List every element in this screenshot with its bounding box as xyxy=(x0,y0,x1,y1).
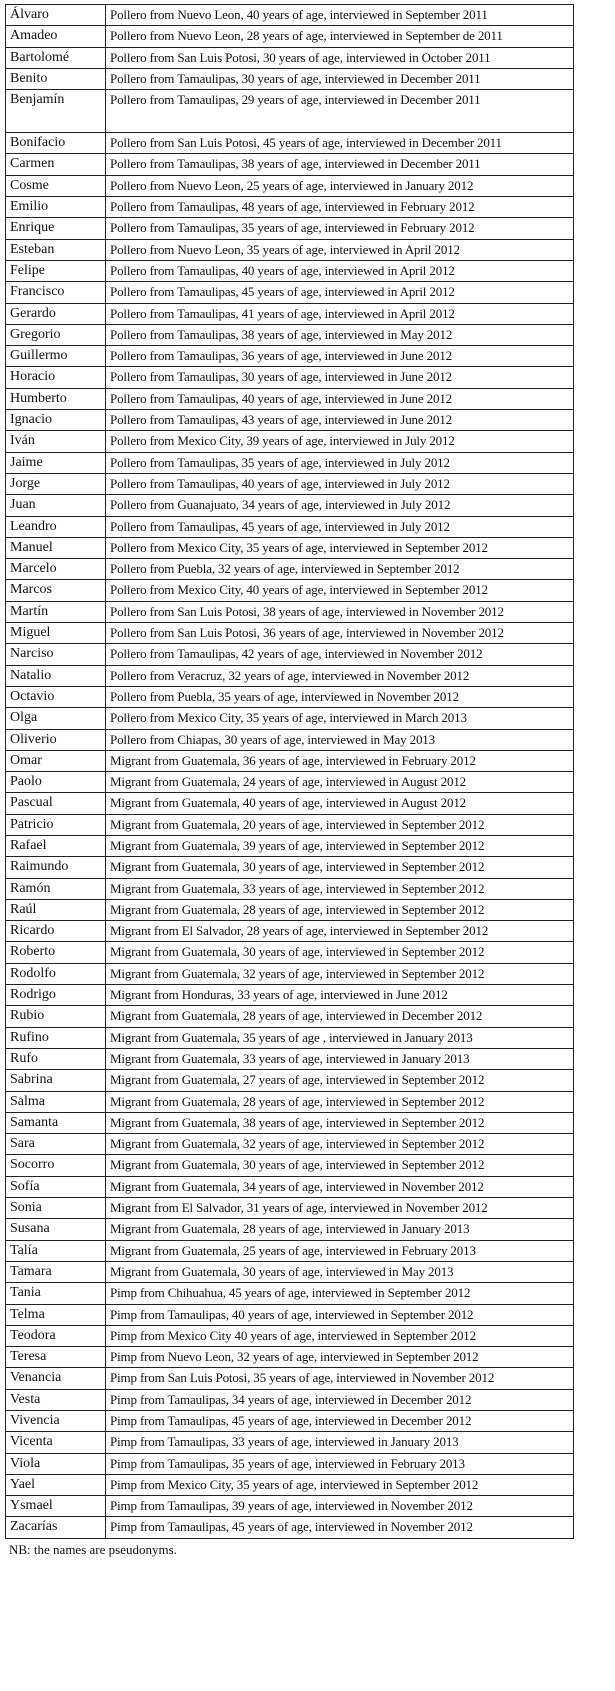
table-row xyxy=(6,814,574,835)
pseudonym-cell: Natalio xyxy=(6,665,106,686)
description-cell: Pimp from Tamaulipas, 45 years of age, interviewed in December 2012 xyxy=(106,1411,574,1432)
pseudonym-cell: Horacio xyxy=(6,367,106,388)
table-row xyxy=(6,1027,574,1048)
pseudonym-cell: Teodora xyxy=(6,1325,106,1346)
table-row xyxy=(6,367,574,388)
table-row xyxy=(6,772,574,793)
table-row xyxy=(6,559,574,580)
description-cell: Pollero from Mexico City, 35 years of age, interviewed in March 2013 xyxy=(106,708,574,729)
pseudonym-cell: Ramón xyxy=(6,878,106,899)
pseudonym-cell: Bartolomé xyxy=(6,47,106,68)
description-cell: Migrant from Guatemala, 28 years of age, interviewed in September 2012 xyxy=(106,899,574,920)
pseudonym-cell: Octavio xyxy=(6,686,106,707)
table-row xyxy=(6,985,574,1006)
description-cell: Pollero from Tamaulipas, 40 years of age, interviewed in July 2012 xyxy=(106,473,574,494)
pseudonym-cell: Patricio xyxy=(6,814,106,835)
description-cell: Pollero from Mexico City, 40 years of age, interviewed in September 2012 xyxy=(106,580,574,601)
table-row xyxy=(6,5,574,26)
pseudonym-cell: Rufo xyxy=(6,1048,106,1069)
description-cell: Pollero from Tamaulipas, 40 years of age, interviewed in April 2012 xyxy=(106,260,574,281)
table-row xyxy=(6,878,574,899)
table-row xyxy=(6,473,574,494)
pseudonym-cell: Amadeo xyxy=(6,26,106,47)
interviewee-table-body xyxy=(6,5,574,1539)
table-row xyxy=(6,1134,574,1155)
description-cell: Migrant from Guatemala, 34 years of age, interviewed in November 2012 xyxy=(106,1176,574,1197)
table-row xyxy=(6,644,574,665)
pseudonym-cell: Enrique xyxy=(6,218,106,239)
description-cell: Pollero from Puebla, 35 years of age, interviewed in November 2012 xyxy=(106,686,574,707)
pseudonym-cell: Felipe xyxy=(6,260,106,281)
table-row xyxy=(6,1112,574,1133)
table-row xyxy=(6,388,574,409)
table-row xyxy=(6,1474,574,1495)
description-cell: Migrant from Guatemala, 30 years of age, interviewed in September 2012 xyxy=(106,1155,574,1176)
description-cell: Pimp from Tamaulipas, 34 years of age, interviewed in December 2012 xyxy=(106,1389,574,1410)
description-cell: Pollero from Tamaulipas, 48 years of age, interviewed in February 2012 xyxy=(106,197,574,218)
pseudonym-cell: Cosme xyxy=(6,175,106,196)
table-row xyxy=(6,452,574,473)
description-cell: Pollero from Veracruz, 32 years of age, interviewed in November 2012 xyxy=(106,665,574,686)
description-cell: Pollero from Guanajuato, 34 years of age, interviewed in July 2012 xyxy=(106,495,574,516)
table-row xyxy=(6,580,574,601)
description-cell: Migrant from Guatemala, 33 years of age, interviewed in January 2013 xyxy=(106,1048,574,1069)
pseudonym-cell: Álvaro xyxy=(6,5,106,26)
table-row xyxy=(6,623,574,644)
pseudonym-cell: Susana xyxy=(6,1219,106,1240)
pseudonym-cell: Rodrigo xyxy=(6,985,106,1006)
pseudonym-cell: Zacarías xyxy=(6,1517,106,1538)
description-cell: Pollero from Tamaulipas, 42 years of age, interviewed in November 2012 xyxy=(106,644,574,665)
description-cell: Pimp from San Luis Potosi, 35 years of age, interviewed in November 2012 xyxy=(106,1368,574,1389)
table-row xyxy=(6,260,574,281)
table-row xyxy=(6,1198,574,1219)
description-cell: Pimp from Chihuahua, 45 years of age, interviewed in September 2012 xyxy=(106,1283,574,1304)
pseudonym-cell: Sara xyxy=(6,1134,106,1155)
pseudonym-cell: Marcelo xyxy=(6,559,106,580)
description-cell: Migrant from Guatemala, 40 years of age, interviewed in August 2012 xyxy=(106,793,574,814)
description-cell: Migrant from Guatemala, 36 years of age, interviewed in February 2012 xyxy=(106,750,574,771)
pseudonym-cell: Vivencia xyxy=(6,1411,106,1432)
table-row xyxy=(6,197,574,218)
table-row xyxy=(6,537,574,558)
pseudonym-cell: Vicenta xyxy=(6,1432,106,1453)
description-cell: Migrant from Guatemala, 28 years of age, interviewed in January 2013 xyxy=(106,1219,574,1240)
pseudonym-cell: Bonifacio xyxy=(6,133,106,154)
description-cell: Migrant from Guatemala, 33 years of age, interviewed in September 2012 xyxy=(106,878,574,899)
description-cell: Migrant from Honduras, 33 years of age, interviewed in June 2012 xyxy=(106,985,574,1006)
pseudonym-cell: Martín xyxy=(6,601,106,622)
table-row xyxy=(6,963,574,984)
pseudonym-cell: Viola xyxy=(6,1453,106,1474)
pseudonym-cell: Telma xyxy=(6,1304,106,1325)
pseudonym-cell: Sofía xyxy=(6,1176,106,1197)
description-cell: Migrant from El Salvador, 31 years of age, interviewed in November 2012 xyxy=(106,1198,574,1219)
description-cell: Migrant from Guatemala, 30 years of age, interviewed in May 2013 xyxy=(106,1261,574,1282)
table-row xyxy=(6,431,574,452)
description-cell: Migrant from El Salvador, 28 years of age, interviewed in September 2012 xyxy=(106,921,574,942)
pseudonym-cell: Sabrina xyxy=(6,1070,106,1091)
table-row xyxy=(6,1325,574,1346)
description-cell: Migrant from Guatemala, 28 years of age, interviewed in December 2012 xyxy=(106,1006,574,1027)
table-row xyxy=(6,26,574,47)
pseudonym-cell: Francisco xyxy=(6,282,106,303)
pseudonym-cell: Yael xyxy=(6,1474,106,1495)
pseudonym-cell: Emilio xyxy=(6,197,106,218)
pseudonym-cell: Gregorio xyxy=(6,324,106,345)
description-cell: Migrant from Guatemala, 20 years of age, interviewed in September 2012 xyxy=(106,814,574,835)
description-cell: Migrant from Guatemala, 35 years of age , interviewed in January 2013 xyxy=(106,1027,574,1048)
description-cell: Pollero from Tamaulipas, 45 years of age, interviewed in July 2012 xyxy=(106,516,574,537)
description-cell: Pimp from Tamaulipas, 35 years of age, interviewed in February 2013 xyxy=(106,1453,574,1474)
pseudonym-cell: Vesta xyxy=(6,1389,106,1410)
description-cell: Pollero from Tamaulipas, 29 years of age, interviewed in December 2011 xyxy=(106,90,574,133)
table-row xyxy=(6,1048,574,1069)
description-cell: Pollero from Nuevo Leon, 40 years of age, interviewed in September 2011 xyxy=(106,5,574,26)
table-row xyxy=(6,1091,574,1112)
table-row xyxy=(6,1432,574,1453)
table-row xyxy=(6,346,574,367)
pseudonym-cell: Juan xyxy=(6,495,106,516)
table-row xyxy=(6,133,574,154)
description-cell: Pimp from Mexico City 40 years of age, interviewed in September 2012 xyxy=(106,1325,574,1346)
pseudonym-cell: Sonia xyxy=(6,1198,106,1219)
description-cell: Migrant from Guatemala, 30 years of age, interviewed in September 2012 xyxy=(106,942,574,963)
description-cell: Pollero from Tamaulipas, 30 years of age, interviewed in December 2011 xyxy=(106,68,574,89)
pseudonym-cell: Ricardo xyxy=(6,921,106,942)
table-row xyxy=(6,324,574,345)
table-row xyxy=(6,410,574,431)
table-row xyxy=(6,68,574,89)
table-row xyxy=(6,729,574,750)
pseudonym-cell: Iván xyxy=(6,431,106,452)
description-cell: Pollero from Tamaulipas, 30 years of age, interviewed in June 2012 xyxy=(106,367,574,388)
description-cell: Pollero from Tamaulipas, 35 years of age, interviewed in July 2012 xyxy=(106,452,574,473)
pseudonym-cell: Miguel xyxy=(6,623,106,644)
pseudonym-cell: Gerardo xyxy=(6,303,106,324)
description-cell: Migrant from Guatemala, 30 years of age, interviewed in September 2012 xyxy=(106,857,574,878)
description-cell: Migrant from Guatemala, 39 years of age, interviewed in September 2012 xyxy=(106,835,574,856)
pseudonym-cell: Jorge xyxy=(6,473,106,494)
description-cell: Pollero from Tamaulipas, 43 years of age, interviewed in June 2012 xyxy=(106,410,574,431)
table-row xyxy=(6,1219,574,1240)
description-cell: Migrant from Guatemala, 32 years of age, interviewed in September 2012 xyxy=(106,1134,574,1155)
description-cell: Pollero from Tamaulipas, 38 years of age, interviewed in December 2011 xyxy=(106,154,574,175)
pseudonym-cell: Socorro xyxy=(6,1155,106,1176)
description-cell: Pollero from Tamaulipas, 45 years of age, interviewed in April 2012 xyxy=(106,282,574,303)
table-row xyxy=(6,1176,574,1197)
table-row xyxy=(6,942,574,963)
description-cell: Migrant from Guatemala, 32 years of age, interviewed in September 2012 xyxy=(106,963,574,984)
table-row xyxy=(6,175,574,196)
pseudonym-cell: Olga xyxy=(6,708,106,729)
table-row xyxy=(6,1006,574,1027)
description-cell: Pollero from Chiapas, 30 years of age, interviewed in May 2013 xyxy=(106,729,574,750)
table-row xyxy=(6,1368,574,1389)
pseudonym-cell: Rodolfo xyxy=(6,963,106,984)
table-row xyxy=(6,921,574,942)
pseudonym-cell: Talía xyxy=(6,1240,106,1261)
pseudonym-cell: Jaime xyxy=(6,452,106,473)
table-row xyxy=(6,303,574,324)
description-cell: Pollero from Tamaulipas, 36 years of age, interviewed in June 2012 xyxy=(106,346,574,367)
description-cell: Pollero from Tamaulipas, 35 years of age, interviewed in February 2012 xyxy=(106,218,574,239)
table-row xyxy=(6,1304,574,1325)
table-row xyxy=(6,686,574,707)
pseudonym-cell: Carmen xyxy=(6,154,106,175)
pseudonym-cell: Guillermo xyxy=(6,346,106,367)
description-cell: Pimp from Mexico City, 35 years of age, interviewed in September 2012 xyxy=(106,1474,574,1495)
pseudonym-cell: Manuel xyxy=(6,537,106,558)
table-row xyxy=(6,218,574,239)
description-cell: Pollero from Mexico City, 35 years of age, interviewed in September 2012 xyxy=(106,537,574,558)
pseudonym-cell: Samanta xyxy=(6,1112,106,1133)
pseudonym-cell: Roberto xyxy=(6,942,106,963)
description-cell: Pollero from Puebla, 32 years of age, interviewed in September 2012 xyxy=(106,559,574,580)
pseudonym-cell: Pascual xyxy=(6,793,106,814)
pseudonym-cell: Tania xyxy=(6,1283,106,1304)
table-row xyxy=(6,90,574,133)
document-page xyxy=(5,4,571,1559)
description-cell: Migrant from Guatemala, 25 years of age, interviewed in February 2013 xyxy=(106,1240,574,1261)
table-row xyxy=(6,835,574,856)
pseudonym-cell: Narciso xyxy=(6,644,106,665)
pseudonym-cell: Tamara xyxy=(6,1261,106,1282)
table-row xyxy=(6,1517,574,1538)
pseudonym-cell: Ysmael xyxy=(6,1496,106,1517)
description-cell: Pollero from Nuevo Leon, 28 years of age, interviewed in September de 2011 xyxy=(106,26,574,47)
pseudonym-cell: Rubio xyxy=(6,1006,106,1027)
description-cell: Pollero from Nuevo Leon, 25 years of age, interviewed in January 2012 xyxy=(106,175,574,196)
pseudonym-cell: Oliverio xyxy=(6,729,106,750)
table-row xyxy=(6,516,574,537)
table-row xyxy=(6,1070,574,1091)
description-cell: Pollero from Tamaulipas, 40 years of age, interviewed in June 2012 xyxy=(106,388,574,409)
description-cell: Migrant from Guatemala, 38 years of age, interviewed in September 2012 xyxy=(106,1112,574,1133)
table-row xyxy=(6,1347,574,1368)
table-row xyxy=(6,282,574,303)
table-row xyxy=(6,857,574,878)
table-row xyxy=(6,1411,574,1432)
description-cell: Pimp from Tamaulipas, 39 years of age, interviewed in November 2012 xyxy=(106,1496,574,1517)
description-cell: Pimp from Tamaulipas, 40 years of age, interviewed in September 2012 xyxy=(106,1304,574,1325)
description-cell: Pollero from Mexico City, 39 years of age, interviewed in July 2012 xyxy=(106,431,574,452)
description-cell: Pollero from San Luis Potosi, 30 years of age, interviewed in October 2011 xyxy=(106,47,574,68)
table-row xyxy=(6,899,574,920)
description-cell: Pollero from Tamaulipas, 41 years of age, interviewed in April 2012 xyxy=(106,303,574,324)
pseudonym-cell: Salma xyxy=(6,1091,106,1112)
pseudonym-cell: Benito xyxy=(6,68,106,89)
table-row xyxy=(6,1155,574,1176)
pseudonym-cell: Humberto xyxy=(6,388,106,409)
pseudonym-cell: Raimundo xyxy=(6,857,106,878)
pseudonym-cell: Marcos xyxy=(6,580,106,601)
pseudonym-cell: Omar xyxy=(6,750,106,771)
description-cell: Migrant from Guatemala, 28 years of age, interviewed in September 2012 xyxy=(106,1091,574,1112)
pseudonym-cell: Benjamín xyxy=(6,90,106,133)
pseudonym-cell: Raúl xyxy=(6,899,106,920)
table-row xyxy=(6,601,574,622)
table-row xyxy=(6,1389,574,1410)
description-cell: Pollero from Tamaulipas, 38 years of age, interviewed in May 2012 xyxy=(106,324,574,345)
table-row xyxy=(6,1496,574,1517)
description-cell: Pollero from San Luis Potosi, 45 years of age, interviewed in December 2011 xyxy=(106,133,574,154)
pseudonym-cell: Rufino xyxy=(6,1027,106,1048)
table-row xyxy=(6,1261,574,1282)
description-cell: Migrant from Guatemala, 24 years of age, interviewed in August 2012 xyxy=(106,772,574,793)
table-row xyxy=(6,495,574,516)
description-cell: Pollero from San Luis Potosi, 36 years of age, interviewed in November 2012 xyxy=(106,623,574,644)
pseudonym-cell: Venancia xyxy=(6,1368,106,1389)
pseudonym-cell: Esteban xyxy=(6,239,106,260)
pseudonym-cell: Paolo xyxy=(6,772,106,793)
table-row xyxy=(6,239,574,260)
description-cell: Pimp from Nuevo Leon, 32 years of age, interviewed in September 2012 xyxy=(106,1347,574,1368)
pseudonym-cell: Teresa xyxy=(6,1347,106,1368)
pseudonym-cell: Ignacio xyxy=(6,410,106,431)
pseudonym-cell: Leandro xyxy=(6,516,106,537)
table-row xyxy=(6,1283,574,1304)
description-cell: Pollero from San Luis Potosi, 38 years of age, interviewed in November 2012 xyxy=(106,601,574,622)
table-row xyxy=(6,665,574,686)
description-cell: Pimp from Tamaulipas, 33 years of age, interviewed in January 2013 xyxy=(106,1432,574,1453)
table-row xyxy=(6,154,574,175)
table-row xyxy=(6,708,574,729)
table-row xyxy=(6,47,574,68)
interviewee-table xyxy=(5,4,574,1539)
table-row xyxy=(6,793,574,814)
description-cell: Pollero from Nuevo Leon, 35 years of age, interviewed in April 2012 xyxy=(106,239,574,260)
table-row xyxy=(6,750,574,771)
pseudonym-cell: Rafael xyxy=(6,835,106,856)
description-cell: Pimp from Tamaulipas, 45 years of age, interviewed in November 2012 xyxy=(106,1517,574,1538)
table-row xyxy=(6,1240,574,1261)
table-row xyxy=(6,1453,574,1474)
description-cell: Migrant from Guatemala, 27 years of age, interviewed in September 2012 xyxy=(106,1070,574,1091)
footnote: NB: the names are pseudonyms. xyxy=(9,1541,177,1557)
